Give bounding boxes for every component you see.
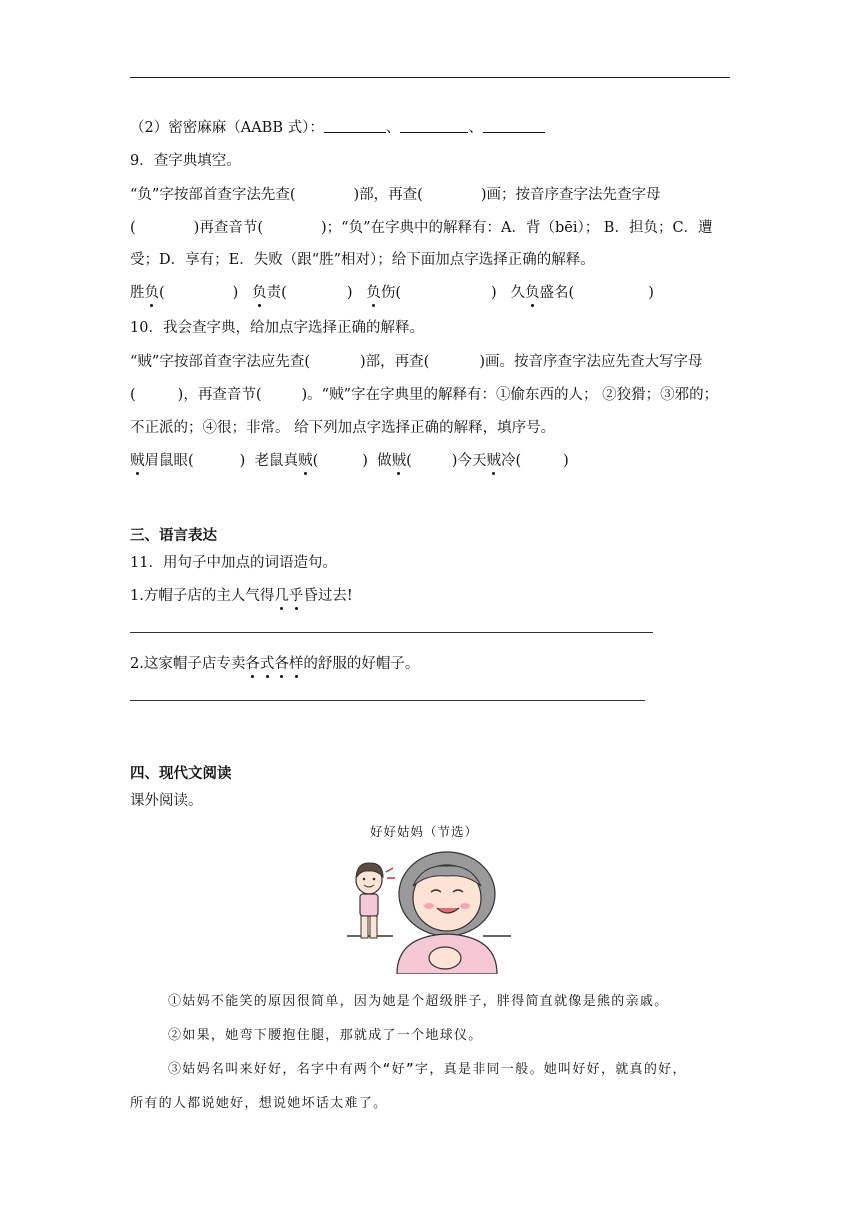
q10-text: (	[130, 387, 136, 403]
q10-word-4: 今天贼冷(	[457, 453, 521, 469]
sentence-1: 1.方帽子店的主人气得几乎昏过去!	[130, 584, 353, 605]
answer-line-2[interactable]	[130, 700, 645, 701]
q9-words: 胜负( ) 负责( ) 负伤( ) 久负盛名( )	[130, 281, 654, 302]
story-title: 好好姑妈（节选）	[370, 824, 479, 839]
q10-word-1: 贼眉鼠眼(	[130, 453, 194, 469]
section3-heading: 三、语言表达	[130, 527, 217, 544]
story-paragraph-3: ③姑妈名叫来好好，名字中有两个“好”字，真是非同一般。她叫好好，就真的好，	[168, 1062, 687, 1077]
q10-text: )，再查音节(	[177, 387, 262, 403]
q10-word-2: 老鼠真贼(	[255, 453, 319, 469]
answer-blank[interactable]	[483, 118, 545, 133]
q10-line3: 不正派的；④很；非常。 给下列加点字选择正确的解释，填序号。	[130, 420, 556, 436]
answer-line-1[interactable]	[130, 632, 653, 633]
q9-text: )再查音节(	[193, 220, 263, 236]
q9-text: )部，再查(	[353, 187, 423, 203]
q10-text: “贼”字按部首查字法应先查(	[130, 354, 310, 370]
illustration-aunt-and-boy	[343, 850, 515, 974]
q9-text: )画；按音序查字法先查字母	[480, 187, 661, 203]
q10-text: )。“贼”字在字典里的解释有：①偷东西的人； ②狡猾；③邪的；	[301, 387, 719, 403]
boy-figure	[356, 863, 395, 938]
q9-line3: 受；D．享有；E．失败（跟“胜”相对）；给下面加点字选择正确的解释。	[130, 252, 595, 268]
q9-line2	[130, 216, 713, 237]
q10-word-3: 做贼(	[377, 453, 412, 469]
section4-sub: 课外阅读。	[130, 793, 203, 809]
q9-text: “负”字按部首查字法先查(	[130, 187, 296, 203]
q11-title: 11．用句子中加点的词语造句。	[130, 555, 337, 571]
aunt-figure	[397, 852, 497, 974]
separator: 、	[385, 120, 401, 136]
q10-words: 贼眉鼠眼( ) 老鼠真贼( ) 做贼( )今天贼冷( )	[130, 449, 569, 470]
q10-title: 10．我会查字典，给加点字选择正确的解释。	[130, 320, 424, 336]
q10-text: )部，再查(	[359, 354, 430, 370]
story-paragraph-3-cont: 所有的人都说她好，想说她坏话太难了。	[130, 1096, 388, 1111]
q10-line1	[130, 350, 702, 371]
story-paragraph-2: ②如果，她弯下腰抱住腿，那就成了一个地球仪。	[168, 1028, 483, 1043]
top-divider	[130, 77, 730, 78]
q9-text: (	[130, 220, 136, 236]
q9-text: )；“负”在字典中的解释有：A．背（bēi）； B．担负；C．遭	[321, 220, 713, 236]
q9-title: 9．查字典填空。	[130, 153, 241, 169]
q9-word-2: 负责(	[252, 285, 287, 301]
q9-word-3: 负伤(	[366, 285, 401, 301]
answer-blank[interactable]	[324, 118, 386, 133]
q9-word-1: 胜负(	[130, 285, 165, 301]
q10-text: )画。按音序查字法应先查大写字母	[479, 354, 703, 370]
q9-line1	[130, 183, 660, 204]
story-paragraph-1: ①姑妈不能笑的原因很简单，因为她是个超级胖子，胖得简直就像是熊的亲戚。	[168, 994, 669, 1009]
answer-blank[interactable]	[400, 118, 468, 133]
sentence-2: 2.这家帽子店专卖各式各样的舒服的好帽子。	[130, 652, 419, 673]
q10-line2	[130, 383, 718, 404]
q9-word-4: 久负盛名(	[511, 285, 575, 301]
q8-2-prefix: （2）密密麻麻（AABB 式）：	[130, 120, 324, 136]
q8-2-line	[130, 116, 545, 137]
section4-heading: 四、现代文阅读	[130, 765, 232, 782]
separator: 、	[468, 120, 483, 136]
